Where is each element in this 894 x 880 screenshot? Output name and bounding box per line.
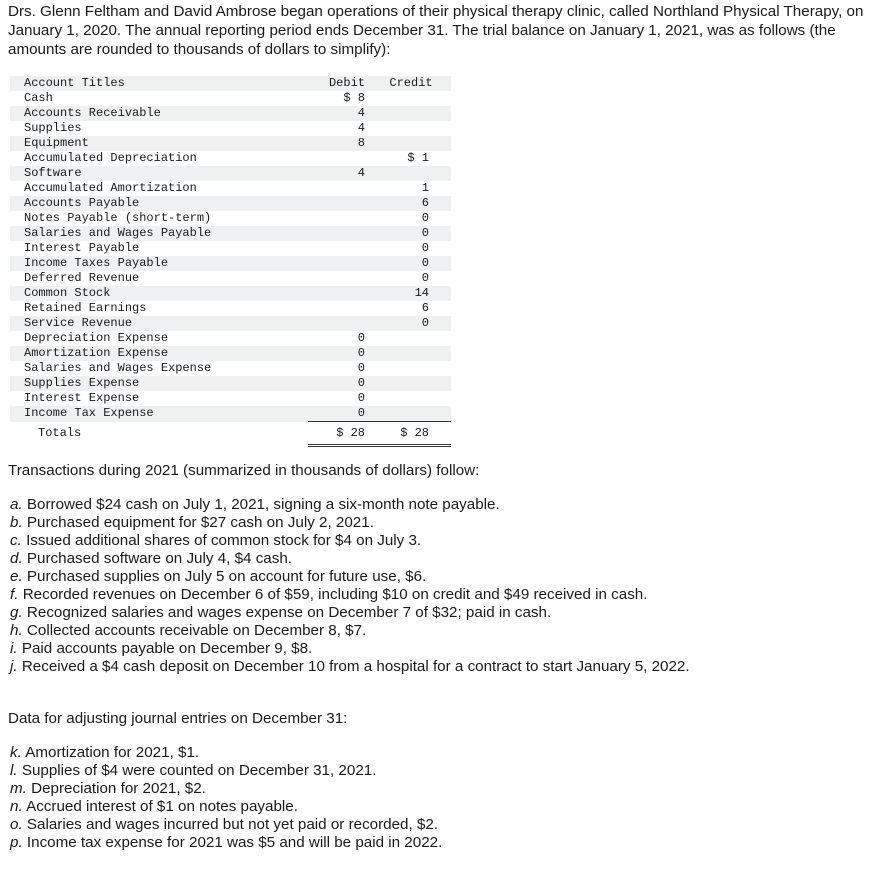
item-letter: c. — [10, 532, 22, 549]
transactions-title: Transactions during 2021 (summarized in thousands of dollars) follow: — [8, 462, 480, 479]
debit-cell — [308, 181, 371, 196]
item-letter: n. — [10, 798, 23, 815]
list-item — [10, 816, 442, 834]
list-item — [10, 744, 442, 762]
account-cell: Software — [10, 166, 308, 181]
credit-cell: 0 — [371, 226, 451, 241]
item-letter: l. — [10, 762, 18, 779]
item-text: Accrued interest of $1 on notes payable. — [26, 798, 298, 815]
debit-cell: 0 — [357, 361, 365, 375]
credit-cell — [371, 331, 451, 346]
item-letter: h. — [10, 622, 23, 639]
table-row — [10, 106, 451, 121]
table-row — [10, 271, 451, 286]
list-item — [10, 834, 442, 852]
table-row — [10, 361, 451, 376]
debit-cell: 8 — [308, 136, 371, 151]
debit-cell — [308, 196, 371, 211]
trial-balance-table — [10, 76, 451, 447]
item-text: Paid accounts payable on December 9, $8. — [21, 640, 313, 657]
list-item — [10, 762, 442, 780]
list-item — [10, 550, 690, 568]
credit-cell: 0 — [421, 211, 429, 225]
item-text: Purchased software on July 4, $4 cash. — [26, 550, 292, 567]
table-row — [10, 406, 451, 422]
credit-cell: 6 — [421, 301, 429, 315]
header-account-titles: Account Titles — [10, 76, 308, 91]
table-row — [10, 331, 451, 346]
item-text: Depreciation for 2021, $2. — [31, 780, 206, 797]
debit-cell — [308, 256, 371, 271]
account-cell: Deferred Revenue — [24, 271, 140, 285]
table-row — [10, 166, 451, 181]
debit-cell — [308, 211, 371, 226]
account-cell: Accounts Receivable — [10, 106, 308, 121]
account-cell: Income Tax Expense — [10, 406, 308, 422]
totals-label: Totals — [38, 426, 82, 440]
table-row — [10, 91, 451, 106]
table-row — [10, 241, 451, 256]
item-letter: e. — [10, 568, 23, 585]
credit-cell — [371, 376, 451, 391]
account-cell: Service Revenue — [10, 316, 308, 331]
debit-cell: 0 — [308, 346, 371, 361]
table-row — [10, 316, 451, 331]
debit-cell — [308, 241, 371, 256]
table-header-row — [10, 76, 451, 91]
table-row — [10, 391, 451, 406]
table-row — [10, 211, 451, 226]
credit-cell: 14 — [371, 286, 451, 301]
item-letter: j. — [10, 658, 18, 675]
transactions-list — [10, 496, 690, 676]
table-row — [10, 376, 451, 391]
item-text: Supplies of $4 were counted on December 31, 2021. — [21, 762, 377, 779]
table-row — [10, 256, 451, 271]
list-item — [10, 622, 690, 640]
credit-cell — [371, 406, 451, 422]
credit-cell — [371, 391, 451, 406]
credit-cell — [371, 136, 451, 151]
debit-cell: 0 — [357, 331, 365, 345]
table-row — [10, 121, 451, 136]
item-text: Borrowed $24 cash on July 1, 2021, signing a six-month note payable. — [26, 496, 500, 513]
debit-cell: 0 — [308, 376, 371, 391]
account-cell: Notes Payable (short-term) — [24, 211, 212, 225]
item-text: Recognized salaries and wages expense on December 7 of $32; paid in cash. — [26, 604, 552, 621]
credit-cell — [371, 346, 451, 361]
adjustments-title: Data for adjusting journal entries on December 31: — [8, 710, 348, 727]
item-letter: b. — [10, 514, 23, 531]
table-row — [10, 136, 451, 151]
account-cell: Interest Expense — [24, 391, 140, 405]
adjustments-list — [10, 744, 442, 852]
account-cell: Accumulated Amortization — [24, 181, 197, 195]
account-cell: Supplies — [24, 121, 82, 135]
account-cell: Amortization Expense — [10, 346, 308, 361]
item-letter: k. — [10, 744, 22, 761]
account-cell: Salaries and Wages Payable — [10, 226, 308, 241]
list-item — [10, 514, 690, 532]
header-credit: Credit — [371, 76, 451, 91]
credit-cell: 6 — [371, 196, 451, 211]
debit-cell — [308, 301, 371, 316]
item-text: Recorded revenues on December 6 of $59, including $10 on credit and $49 received in cash. — [22, 586, 648, 603]
debit-cell — [308, 271, 371, 286]
list-item — [10, 780, 442, 798]
credit-cell: $ 1 — [407, 151, 429, 165]
account-cell: Retained Earnings — [24, 301, 147, 315]
account-cell: Depreciation Expense — [24, 331, 169, 345]
list-item — [10, 568, 690, 586]
table-row — [10, 181, 451, 196]
account-cell: Equipment — [10, 136, 308, 151]
debit-cell: 4 — [308, 166, 371, 181]
item-text: Purchased supplies on July 5 on account for future use, $6. — [26, 568, 427, 585]
list-item — [10, 604, 690, 622]
credit-cell: 0 — [371, 316, 451, 331]
account-cell: Supplies Expense — [10, 376, 308, 391]
table-row — [10, 286, 451, 301]
item-text: Income tax expense for 2021 was $5 and will be paid in 2022. — [26, 834, 443, 851]
item-letter: i. — [10, 640, 18, 657]
item-text: Collected accounts receivable on December 8, $7. — [26, 622, 367, 639]
debit-total: $ 28 — [308, 422, 371, 446]
list-item — [10, 532, 690, 550]
account-cell: Interest Payable — [24, 241, 140, 255]
list-item — [10, 640, 690, 658]
debit-cell: $ 8 — [343, 91, 365, 105]
list-item — [10, 586, 690, 604]
credit-cell: 0 — [371, 256, 451, 271]
credit-cell: 0 — [421, 241, 429, 255]
list-item — [10, 798, 442, 816]
debit-cell: 0 — [357, 391, 365, 405]
account-cell: Cash — [24, 91, 53, 105]
account-cell: Accumulated Depreciation — [24, 151, 197, 165]
item-letter: f. — [10, 586, 19, 603]
account-cell: Income Taxes Payable — [10, 256, 308, 271]
credit-cell — [371, 106, 451, 121]
debit-cell — [308, 286, 371, 301]
problem-intro: Drs. Glenn Feltham and David Ambrose began operations of their physical therapy clinic, called Northland Physical Therapy, on January 1, 2020. The annual reporting period ends December 31. The trial balance on January 1, 2021, was as follows (the amounts are rounded to thousands of dollars to simplify): — [8, 3, 864, 58]
credit-cell: 0 — [421, 271, 429, 285]
debit-cell — [308, 226, 371, 241]
credit-cell — [371, 361, 451, 376]
item-text: Issued additional shares of common stock for $4 on July 3. — [26, 532, 422, 549]
item-text: Amortization for 2021, $1. — [25, 744, 200, 761]
totals-row — [10, 422, 451, 446]
list-item — [10, 658, 690, 676]
item-letter: g. — [10, 604, 23, 621]
credit-total: $ 28 — [371, 422, 451, 446]
item-text: Received a $4 cash deposit on December 10 from a hospital for a contract to start January 5, 2022. — [21, 658, 690, 675]
debit-cell — [308, 316, 371, 331]
item-letter: o. — [10, 816, 23, 833]
item-text: Salaries and wages incurred but not yet paid or recorded, $2. — [26, 816, 439, 833]
item-letter: a. — [10, 496, 23, 513]
debit-cell: 4 — [357, 121, 365, 135]
credit-cell — [371, 91, 451, 106]
credit-cell: 1 — [421, 181, 429, 195]
credit-cell — [371, 121, 451, 136]
debit-cell: 4 — [308, 106, 371, 121]
credit-cell — [371, 166, 451, 181]
item-text: Purchased equipment for $27 cash on July 2, 2021. — [26, 514, 374, 531]
table-row — [10, 301, 451, 316]
debit-cell: 0 — [308, 406, 371, 422]
item-letter: m. — [10, 780, 27, 797]
debit-cell — [308, 151, 371, 166]
table-row — [10, 346, 451, 361]
item-letter: p. — [10, 834, 23, 851]
table-row — [10, 226, 451, 241]
list-item — [10, 496, 690, 514]
account-cell: Common Stock — [10, 286, 308, 301]
table-row — [10, 196, 451, 211]
header-debit: Debit — [308, 76, 371, 91]
item-letter: d. — [10, 550, 23, 567]
table-row — [10, 151, 451, 166]
account-cell: Accounts Payable — [10, 196, 308, 211]
account-cell: Salaries and Wages Expense — [24, 361, 212, 375]
